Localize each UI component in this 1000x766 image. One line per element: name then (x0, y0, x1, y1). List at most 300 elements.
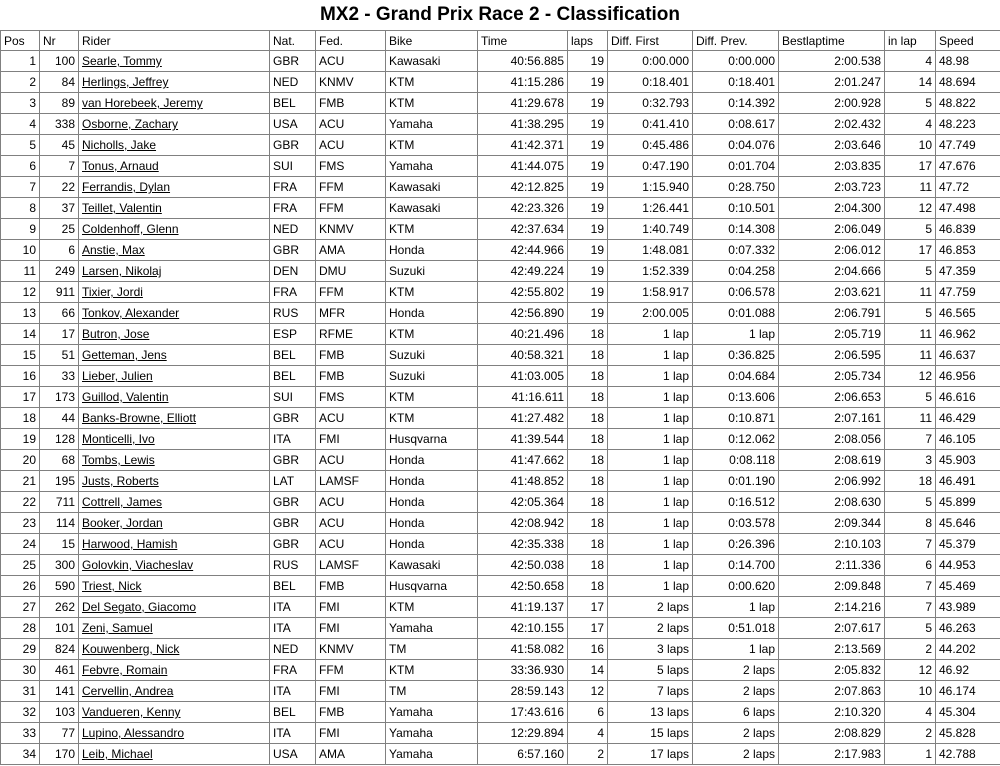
cell-in-lap: 11 (885, 408, 936, 429)
cell-time: 40:56.885 (478, 51, 568, 72)
rider-link[interactable]: Justs, Roberts (79, 471, 270, 492)
cell-nat: GBR (270, 492, 316, 513)
cell-time: 41:27.482 (478, 408, 568, 429)
rider-link[interactable]: Lupino, Alessandro (79, 723, 270, 744)
rider-link[interactable]: Tonus, Arnaud (79, 156, 270, 177)
cell-pos: 28 (1, 618, 40, 639)
cell-pos: 6 (1, 156, 40, 177)
cell-bike: Kawasaki (386, 555, 478, 576)
rider-link[interactable]: Nicholls, Jake (79, 135, 270, 156)
cell-in-lap: 11 (885, 282, 936, 303)
table-row (1, 618, 1000, 639)
cell-diff-prev: 0:14.392 (693, 93, 779, 114)
cell-time: 42:05.364 (478, 492, 568, 513)
cell-bike: TM (386, 639, 478, 660)
cell-time: 41:47.662 (478, 450, 568, 471)
cell-bestlaptime: 2:04.666 (779, 261, 885, 282)
cell-nr: 37 (40, 198, 79, 219)
cell-bike: KTM (386, 660, 478, 681)
cell-bike: TM (386, 681, 478, 702)
cell-diff-prev: 0:01.704 (693, 156, 779, 177)
cell-nat: DEN (270, 261, 316, 282)
cell-nr: 100 (40, 51, 79, 72)
cell-diff-prev: 0:28.750 (693, 177, 779, 198)
cell-nr: 101 (40, 618, 79, 639)
column-header-diff-prev: Diff. Prev. (693, 31, 779, 51)
cell-bike: Yamaha (386, 156, 478, 177)
table-row (1, 408, 1000, 429)
rider-link[interactable]: van Horebeek, Jeremy (79, 93, 270, 114)
cell-laps: 17 (568, 618, 608, 639)
cell-diff-first: 1:40.749 (608, 219, 693, 240)
cell-laps: 18 (568, 408, 608, 429)
cell-fed: ACU (316, 408, 386, 429)
table-row (1, 72, 1000, 93)
cell-laps: 4 (568, 723, 608, 744)
cell-nr: 68 (40, 450, 79, 471)
cell-nr: 128 (40, 429, 79, 450)
cell-laps: 18 (568, 492, 608, 513)
cell-speed: 43.989 (936, 597, 1000, 618)
cell-in-lap: 7 (885, 597, 936, 618)
cell-speed: 45.903 (936, 450, 1000, 471)
rider-link[interactable]: Del Segato, Giacomo (79, 597, 270, 618)
column-header-bestlaptime: Bestlaptime (779, 31, 885, 51)
cell-speed: 44.202 (936, 639, 1000, 660)
cell-diff-first: 1 lap (608, 345, 693, 366)
cell-in-lap: 2 (885, 639, 936, 660)
cell-in-lap: 10 (885, 681, 936, 702)
cell-fed: KNMV (316, 639, 386, 660)
cell-speed: 42.788 (936, 744, 1000, 765)
cell-speed: 48.694 (936, 72, 1000, 93)
cell-bike: Kawasaki (386, 177, 478, 198)
cell-diff-prev: 1 lap (693, 597, 779, 618)
table-body (1, 51, 1000, 765)
cell-time: 42:08.942 (478, 513, 568, 534)
cell-nr: 824 (40, 639, 79, 660)
cell-diff-prev: 0:12.062 (693, 429, 779, 450)
cell-pos: 16 (1, 366, 40, 387)
table-row (1, 366, 1000, 387)
cell-diff-first: 1:48.081 (608, 240, 693, 261)
cell-laps: 18 (568, 324, 608, 345)
cell-nat: USA (270, 114, 316, 135)
cell-pos: 31 (1, 681, 40, 702)
cell-time: 41:48.852 (478, 471, 568, 492)
cell-bike: Honda (386, 513, 478, 534)
rider-link[interactable]: Larsen, Nikolaj (79, 261, 270, 282)
table-row (1, 114, 1000, 135)
table-row (1, 135, 1000, 156)
cell-speed: 48.98 (936, 51, 1000, 72)
cell-pos: 7 (1, 177, 40, 198)
cell-pos: 14 (1, 324, 40, 345)
column-header-pos: Pos (1, 31, 40, 51)
cell-nr: 66 (40, 303, 79, 324)
cell-diff-prev: 6 laps (693, 702, 779, 723)
cell-nat: GBR (270, 240, 316, 261)
column-header-speed: Speed (936, 31, 1000, 51)
table-row (1, 723, 1000, 744)
cell-bike: Honda (386, 240, 478, 261)
cell-in-lap: 8 (885, 513, 936, 534)
cell-bike: Yamaha (386, 744, 478, 765)
cell-diff-prev: 0:51.018 (693, 618, 779, 639)
rider-link[interactable]: Cervellin, Andrea (79, 681, 270, 702)
cell-nr: 114 (40, 513, 79, 534)
table-row (1, 639, 1000, 660)
cell-speed: 47.498 (936, 198, 1000, 219)
cell-speed: 46.616 (936, 387, 1000, 408)
cell-in-lap: 5 (885, 219, 936, 240)
cell-pos: 33 (1, 723, 40, 744)
column-header-laps: laps (568, 31, 608, 51)
cell-fed: ACU (316, 534, 386, 555)
cell-fed: ACU (316, 114, 386, 135)
header-row (1, 31, 1000, 51)
rider-link[interactable]: Osborne, Zachary (79, 114, 270, 135)
cell-nr: 249 (40, 261, 79, 282)
table-row (1, 282, 1000, 303)
cell-bike: Kawasaki (386, 198, 478, 219)
rider-link[interactable]: Banks-Browne, Elliott (79, 408, 270, 429)
cell-diff-prev: 1 lap (693, 324, 779, 345)
cell-bestlaptime: 2:03.646 (779, 135, 885, 156)
cell-in-lap: 17 (885, 240, 936, 261)
cell-time: 41:19.137 (478, 597, 568, 618)
cell-nr: 51 (40, 345, 79, 366)
cell-nat: ITA (270, 429, 316, 450)
cell-speed: 47.749 (936, 135, 1000, 156)
cell-laps: 18 (568, 471, 608, 492)
cell-nat: FRA (270, 198, 316, 219)
cell-bestlaptime: 2:17.983 (779, 744, 885, 765)
rider-link[interactable]: Herlings, Jeffrey (79, 72, 270, 93)
cell-in-lap: 18 (885, 471, 936, 492)
cell-bestlaptime: 2:08.056 (779, 429, 885, 450)
cell-diff-prev: 0:01.190 (693, 471, 779, 492)
cell-laps: 14 (568, 660, 608, 681)
rider-link[interactable]: Anstie, Max (79, 240, 270, 261)
cell-nat: GBR (270, 408, 316, 429)
cell-diff-prev: 0:01.088 (693, 303, 779, 324)
rider-link[interactable]: Teillet, Valentin (79, 198, 270, 219)
cell-nr: 300 (40, 555, 79, 576)
cell-in-lap: 12 (885, 198, 936, 219)
table-row (1, 450, 1000, 471)
cell-bike: Suzuki (386, 345, 478, 366)
cell-diff-first: 1:26.441 (608, 198, 693, 219)
cell-in-lap: 4 (885, 51, 936, 72)
cell-pos: 17 (1, 387, 40, 408)
rider-link[interactable]: Coldenhoff, Glenn (79, 219, 270, 240)
cell-bestlaptime: 2:06.049 (779, 219, 885, 240)
cell-nat: LAT (270, 471, 316, 492)
cell-diff-first: 1 lap (608, 366, 693, 387)
cell-laps: 19 (568, 135, 608, 156)
cell-nr: 7 (40, 156, 79, 177)
cell-bike: KTM (386, 93, 478, 114)
cell-nat: ITA (270, 618, 316, 639)
cell-diff-prev: 0:14.308 (693, 219, 779, 240)
cell-fed: RFME (316, 324, 386, 345)
cell-nat: RUS (270, 555, 316, 576)
rider-link[interactable]: Harwood, Hamish (79, 534, 270, 555)
cell-diff-prev: 0:36.825 (693, 345, 779, 366)
cell-in-lap: 11 (885, 177, 936, 198)
cell-laps: 19 (568, 72, 608, 93)
cell-laps: 12 (568, 681, 608, 702)
cell-nat: GBR (270, 51, 316, 72)
cell-diff-first: 13 laps (608, 702, 693, 723)
cell-bestlaptime: 2:10.320 (779, 702, 885, 723)
cell-fed: FMI (316, 681, 386, 702)
cell-bestlaptime: 2:06.595 (779, 345, 885, 366)
cell-diff-first: 17 laps (608, 744, 693, 765)
rider-link[interactable]: Getteman, Jens (79, 345, 270, 366)
cell-diff-prev: 2 laps (693, 723, 779, 744)
table-row (1, 681, 1000, 702)
cell-nr: 590 (40, 576, 79, 597)
cell-laps: 17 (568, 597, 608, 618)
cell-bike: Honda (386, 492, 478, 513)
cell-time: 42:50.038 (478, 555, 568, 576)
cell-speed: 45.469 (936, 576, 1000, 597)
cell-time: 42:50.658 (478, 576, 568, 597)
cell-diff-first: 0:18.401 (608, 72, 693, 93)
cell-speed: 47.72 (936, 177, 1000, 198)
cell-nr: 338 (40, 114, 79, 135)
cell-diff-prev: 0:08.118 (693, 450, 779, 471)
cell-fed: FFM (316, 198, 386, 219)
cell-nr: 195 (40, 471, 79, 492)
cell-laps: 18 (568, 576, 608, 597)
cell-nat: SUI (270, 387, 316, 408)
cell-bestlaptime: 2:05.832 (779, 660, 885, 681)
cell-speed: 46.263 (936, 618, 1000, 639)
cell-diff-prev: 0:08.617 (693, 114, 779, 135)
cell-speed: 46.956 (936, 366, 1000, 387)
cell-speed: 45.828 (936, 723, 1000, 744)
cell-bestlaptime: 2:13.569 (779, 639, 885, 660)
cell-diff-first: 2 laps (608, 597, 693, 618)
table-row (1, 429, 1000, 450)
cell-speed: 46.429 (936, 408, 1000, 429)
rider-link[interactable]: Tixier, Jordi (79, 282, 270, 303)
cell-bestlaptime: 2:11.336 (779, 555, 885, 576)
rider-link[interactable]: Tombs, Lewis (79, 450, 270, 471)
cell-bike: KTM (386, 324, 478, 345)
cell-pos: 18 (1, 408, 40, 429)
cell-laps: 18 (568, 555, 608, 576)
cell-bike: Honda (386, 471, 478, 492)
rider-link[interactable]: Ferrandis, Dylan (79, 177, 270, 198)
cell-nr: 33 (40, 366, 79, 387)
cell-bike: KTM (386, 72, 478, 93)
cell-laps: 2 (568, 744, 608, 765)
cell-bike: KTM (386, 408, 478, 429)
cell-diff-first: 0:32.793 (608, 93, 693, 114)
cell-time: 41:38.295 (478, 114, 568, 135)
cell-nr: 262 (40, 597, 79, 618)
cell-nat: BEL (270, 345, 316, 366)
cell-bestlaptime: 2:03.835 (779, 156, 885, 177)
table-row (1, 51, 1000, 72)
cell-laps: 18 (568, 345, 608, 366)
cell-pos: 11 (1, 261, 40, 282)
cell-diff-prev: 0:04.076 (693, 135, 779, 156)
cell-laps: 19 (568, 114, 608, 135)
cell-nat: GBR (270, 450, 316, 471)
cell-diff-prev: 0:26.396 (693, 534, 779, 555)
cell-in-lap: 7 (885, 429, 936, 450)
rider-link[interactable]: Golovkin, Viacheslav (79, 555, 270, 576)
table-row (1, 597, 1000, 618)
cell-time: 41:15.286 (478, 72, 568, 93)
cell-diff-first: 1:58.917 (608, 282, 693, 303)
cell-diff-first: 1 lap (608, 576, 693, 597)
cell-in-lap: 5 (885, 618, 936, 639)
cell-pos: 4 (1, 114, 40, 135)
cell-time: 6:57.160 (478, 744, 568, 765)
cell-laps: 16 (568, 639, 608, 660)
cell-nat: GBR (270, 135, 316, 156)
cell-bestlaptime: 2:06.992 (779, 471, 885, 492)
cell-laps: 19 (568, 177, 608, 198)
table-row (1, 324, 1000, 345)
cell-diff-prev: 0:16.512 (693, 492, 779, 513)
cell-in-lap: 14 (885, 72, 936, 93)
table-row (1, 555, 1000, 576)
cell-speed: 46.637 (936, 345, 1000, 366)
cell-time: 41:03.005 (478, 366, 568, 387)
cell-laps: 18 (568, 450, 608, 471)
cell-bestlaptime: 2:10.103 (779, 534, 885, 555)
cell-nr: 77 (40, 723, 79, 744)
rider-link[interactable]: Triest, Nick (79, 576, 270, 597)
cell-nr: 461 (40, 660, 79, 681)
cell-fed: FFM (316, 177, 386, 198)
cell-speed: 46.853 (936, 240, 1000, 261)
cell-bestlaptime: 2:05.719 (779, 324, 885, 345)
cell-time: 40:58.321 (478, 345, 568, 366)
cell-fed: FMI (316, 429, 386, 450)
rider-link[interactable]: Butron, Jose (79, 324, 270, 345)
rider-link[interactable]: Leib, Michael (79, 744, 270, 765)
cell-fed: FMB (316, 345, 386, 366)
cell-diff-prev: 0:07.332 (693, 240, 779, 261)
table-row (1, 345, 1000, 366)
cell-diff-prev: 2 laps (693, 744, 779, 765)
cell-time: 41:39.544 (478, 429, 568, 450)
cell-bike: Husqvarna (386, 576, 478, 597)
column-header-time: Time (478, 31, 568, 51)
cell-bestlaptime: 2:07.617 (779, 618, 885, 639)
cell-fed: FMI (316, 618, 386, 639)
cell-diff-first: 3 laps (608, 639, 693, 660)
rider-link[interactable]: Zeni, Samuel (79, 618, 270, 639)
cell-laps: 18 (568, 429, 608, 450)
cell-pos: 27 (1, 597, 40, 618)
cell-pos: 22 (1, 492, 40, 513)
cell-diff-first: 0:47.190 (608, 156, 693, 177)
cell-bestlaptime: 2:14.216 (779, 597, 885, 618)
table-row (1, 261, 1000, 282)
cell-nr: 711 (40, 492, 79, 513)
cell-diff-first: 1 lap (608, 450, 693, 471)
cell-pos: 10 (1, 240, 40, 261)
rider-link[interactable]: Searle, Tommy (79, 51, 270, 72)
rider-link[interactable]: Febvre, Romain (79, 660, 270, 681)
table-row (1, 513, 1000, 534)
cell-fed: AMA (316, 240, 386, 261)
cell-nr: 17 (40, 324, 79, 345)
rider-link[interactable]: Lieber, Julien (79, 366, 270, 387)
cell-pos: 15 (1, 345, 40, 366)
cell-pos: 34 (1, 744, 40, 765)
cell-speed: 44.953 (936, 555, 1000, 576)
cell-time: 42:12.825 (478, 177, 568, 198)
cell-bike: KTM (386, 219, 478, 240)
cell-nat: ITA (270, 597, 316, 618)
rider-link[interactable]: Booker, Jordan (79, 513, 270, 534)
cell-in-lap: 5 (885, 492, 936, 513)
cell-pos: 26 (1, 576, 40, 597)
cell-nat: BEL (270, 366, 316, 387)
cell-pos: 30 (1, 660, 40, 681)
rider-link[interactable]: Vandueren, Kenny (79, 702, 270, 723)
rider-link[interactable]: Cottrell, James (79, 492, 270, 513)
cell-nr: 44 (40, 408, 79, 429)
cell-bestlaptime: 2:09.848 (779, 576, 885, 597)
rider-link[interactable]: Kouwenberg, Nick (79, 639, 270, 660)
rider-link[interactable]: Monticelli, Ivo (79, 429, 270, 450)
cell-in-lap: 5 (885, 93, 936, 114)
cell-in-lap: 6 (885, 555, 936, 576)
cell-laps: 19 (568, 282, 608, 303)
cell-diff-prev: 0:00.000 (693, 51, 779, 72)
cell-laps: 19 (568, 219, 608, 240)
cell-fed: FMB (316, 366, 386, 387)
cell-pos: 12 (1, 282, 40, 303)
cell-bike: KTM (386, 387, 478, 408)
cell-fed: KNMV (316, 219, 386, 240)
cell-pos: 23 (1, 513, 40, 534)
cell-laps: 19 (568, 240, 608, 261)
cell-in-lap: 2 (885, 723, 936, 744)
cell-pos: 5 (1, 135, 40, 156)
cell-bestlaptime: 2:01.247 (779, 72, 885, 93)
cell-nat: BEL (270, 93, 316, 114)
cell-fed: KNMV (316, 72, 386, 93)
cell-nr: 911 (40, 282, 79, 303)
cell-speed: 46.491 (936, 471, 1000, 492)
cell-laps: 19 (568, 303, 608, 324)
cell-bestlaptime: 2:03.723 (779, 177, 885, 198)
cell-speed: 46.92 (936, 660, 1000, 681)
cell-bike: Honda (386, 303, 478, 324)
table-row (1, 534, 1000, 555)
cell-time: 41:44.075 (478, 156, 568, 177)
cell-pos: 29 (1, 639, 40, 660)
cell-bestlaptime: 2:08.619 (779, 450, 885, 471)
cell-speed: 48.223 (936, 114, 1000, 135)
rider-link[interactable]: Tonkov, Alexander (79, 303, 270, 324)
cell-bike: Yamaha (386, 702, 478, 723)
rider-link[interactable]: Guillod, Valentin (79, 387, 270, 408)
cell-in-lap: 1 (885, 744, 936, 765)
